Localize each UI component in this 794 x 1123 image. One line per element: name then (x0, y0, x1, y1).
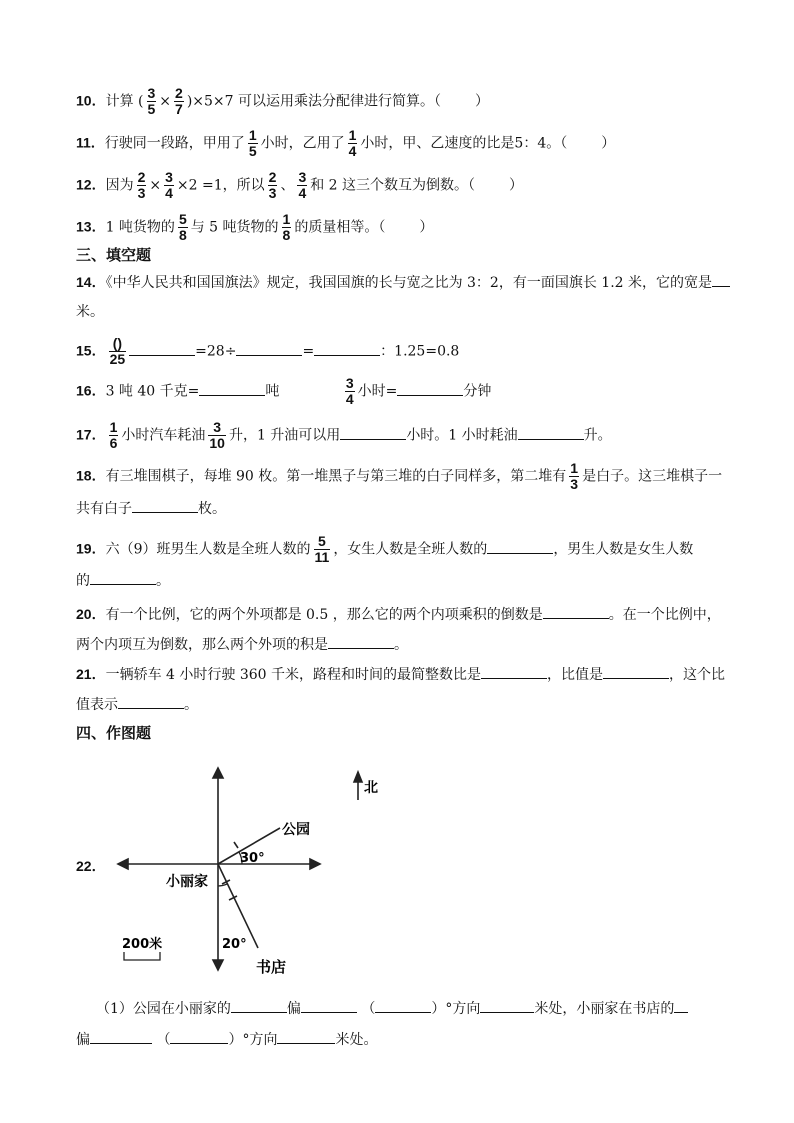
question-21-cont: 值表示 。 (76, 694, 198, 715)
question-22 (76, 856, 106, 877)
answer-blank[interactable] (170, 1029, 228, 1044)
store-ray (218, 864, 258, 948)
answer-blank[interactable] (543, 604, 609, 619)
fraction: $\frac{()}{25}$ (109, 335, 126, 367)
question-number: 16． (76, 382, 106, 399)
question-text: 因为 (105, 177, 134, 194)
question-number: 20． (76, 606, 106, 622)
question-18: 18．有三堆围棋子，每堆 90 枚。第一堆黑子与第三堆的白子同样多，第二堆有 $\frac{1}{3}$ 是白子。这三堆棋子一 (76, 460, 723, 492)
question-text: 1 吨货物的 (105, 219, 175, 236)
question-22-1-cont: 偏 （ ）°方向 米处。 (76, 1029, 377, 1050)
fraction: $\frac{3}{4}$ (165, 169, 173, 201)
question-20-cont: 两个内项互为倒数，那么两个外项的积是 。 (76, 634, 408, 655)
fraction: $\frac{2}{3}$ (137, 169, 146, 201)
fraction: $\frac{3}{5}$ (147, 85, 156, 117)
answer-blank[interactable] (314, 341, 380, 356)
question-number: 22． (76, 858, 106, 874)
question-13: 13．1 吨货物的 $\frac{5}{8}$ 与 5 吨货物的 $\frac{1}{8}$ 的质量相等。（ ） (76, 211, 434, 243)
question-text: 有一个比例，它的两个外项都是 0.5 ，那么它的两个内项乘积的倒数是 (105, 607, 543, 623)
question-20: 20．有一个比例，它的两个外项都是 0.5 ，那么它的两个内项乘积的倒数是 。在一个比例中， (76, 606, 721, 623)
question-number: 11． (76, 134, 105, 151)
north-arrow-icon (213, 768, 223, 778)
answer-blank[interactable] (481, 664, 547, 679)
answer-blank[interactable] (277, 1029, 335, 1044)
answer-blank[interactable] (132, 498, 198, 513)
fraction: $\frac{3}{4}$ (345, 375, 354, 407)
question-text: 一辆轿车 4 小时行驶 360 千米，路程和时间的最简整数比是 (105, 667, 482, 683)
north-label: 北 (364, 780, 378, 796)
angle-label-20: 20° (222, 937, 247, 952)
question-19-cont: 的 。 (76, 570, 170, 591)
answer-blank[interactable] (328, 634, 394, 649)
question-number: 19． (76, 540, 106, 557)
question-10: 10．计算 ( $\frac{3}{5}$ × $\frac{2}{7}$ )×5×7 可以运用乘法分配律进行简算。（ ） (76, 85, 490, 117)
answer-blank[interactable] (90, 1029, 152, 1044)
question-text: 3 吨 40 千克= (105, 383, 200, 400)
question-14 (76, 272, 730, 293)
answer-blank[interactable] (375, 998, 431, 1013)
fraction: $\frac{1}{6}$ (109, 419, 118, 451)
question-number: 10． (76, 92, 106, 109)
question-number: 13． (76, 218, 106, 235)
answer-blank[interactable] (231, 998, 287, 1013)
home-label: 小丽家 (166, 874, 208, 890)
question-number: 15． (76, 342, 106, 359)
question-number: 12． (76, 176, 106, 193)
direction-diagram (110, 760, 400, 980)
question-text: 共有白子 (76, 501, 132, 517)
question-11: 11．行驶同一段路，甲用了 $\frac{1}{5}$ 小时，乙用了 $\frac{1}{4}$ 小时，甲、乙速度的比是5：4。（ ） (76, 127, 616, 159)
question-12: 12．因为 $\frac{2}{3}$ × $\frac{3}{4}$ ×2 =1，所以 $\frac{2}{3}$ 、 $\frac{3}{4}$ 和 2 这三个数互为倒数。（ ） (76, 169, 524, 201)
question-text: 《中华人民共和国国旗法》规定，我国国旗的长与宽之比为 3：2，有一面国旗长 1.2 米，它的宽是 (105, 275, 713, 291)
question-text: ×5×7 可以运用乘法分配律进行简算。（ (192, 93, 442, 110)
fraction: $\frac{1}{3}$ (570, 460, 579, 492)
question-text: 计算 (105, 93, 134, 110)
section-heading: 四、作图题 (76, 725, 152, 742)
answer-blank[interactable] (236, 341, 302, 356)
park-label: 公园 (282, 822, 310, 838)
question-number: 18． (76, 467, 106, 484)
answer-blank[interactable] (199, 381, 265, 396)
question-14-cont (76, 302, 104, 322)
answer-blank[interactable] (518, 425, 584, 440)
question-22-1: （1）公园在小丽家的 偏 （ ）°方向 米处，小丽家在书店的 (96, 998, 688, 1019)
question-21: 21．一辆轿车 4 小时行驶 360 千米，路程和时间的最简整数比是 ，比值是 ，这个比 (76, 666, 726, 683)
question-text: （1）公园在小丽家的 (96, 1001, 231, 1017)
fraction: $\frac{1}{5}$ (248, 127, 257, 159)
question-15: 15． $\frac{()}{25}$ =28÷ = ：1.25=0.8 (76, 335, 460, 367)
question-text: 六（9）班男生人数是全班人数的 (105, 541, 311, 558)
fraction: $\frac{2}{7}$ (175, 85, 183, 117)
fraction: $\frac{2}{3}$ (268, 169, 277, 201)
scale-label: 200米 (122, 937, 163, 952)
answer-blank[interactable] (674, 998, 688, 1013)
fraction: $\frac{5}{8}$ (178, 211, 187, 243)
store-label: 书店 (256, 958, 287, 976)
angle-label-30: 30° (240, 851, 265, 866)
answer-blank[interactable] (487, 539, 553, 554)
question-17: 17． $\frac{1}{6}$ 小时汽车耗油 $\frac{3}{10}$ 升，1 升油可以用 小时。1 小时耗油 升。 (76, 419, 612, 451)
section-heading: 三、填空题 (76, 247, 152, 264)
fraction: $\frac{1}{8}$ (282, 211, 291, 243)
fraction: $\frac{3}{10}$ (209, 419, 225, 451)
east-arrow-icon (310, 859, 320, 869)
fraction: $\frac{3}{4}$ (298, 169, 307, 201)
question-text: 行驶同一段路，甲用了 (104, 135, 245, 152)
question-number: 14． (76, 274, 106, 290)
question-number: 17． (76, 426, 106, 443)
answer-blank[interactable] (340, 425, 406, 440)
south-arrow-icon (213, 960, 223, 970)
answer-blank[interactable] (712, 272, 730, 287)
fraction: $\frac{5}{11}$ (314, 533, 330, 565)
question-number: 21． (76, 666, 106, 682)
answer-blank[interactable] (118, 694, 184, 709)
fraction: $\frac{1}{4}$ (348, 127, 357, 159)
answer-blank[interactable] (397, 381, 463, 396)
question-text: 有三堆围棋子，每堆 90 枚。第一堆黑子与第三堆的白子同样多，第二堆有 (105, 468, 567, 485)
answer-blank[interactable] (301, 998, 357, 1013)
question-16: 16．3 吨 40 千克= 吨 $\frac{3}{4}$ 小时= 分钟 (76, 375, 492, 407)
scale-bar (124, 952, 160, 960)
answer-blank[interactable] (90, 570, 156, 585)
question-text: 米。 (76, 304, 104, 320)
answer-blank[interactable] (603, 664, 669, 679)
answer-blank[interactable] (480, 998, 534, 1013)
answer-blank[interactable] (129, 341, 195, 356)
question-18-cont: 共有白子 枚。 (76, 498, 226, 519)
question-19: 19．六（9）班男生人数是全班人数的 $\frac{5}{11}$ ，女生人数是全班人数的 ，男生人数是女生人数 (76, 533, 694, 565)
west-arrow-icon (118, 859, 128, 869)
